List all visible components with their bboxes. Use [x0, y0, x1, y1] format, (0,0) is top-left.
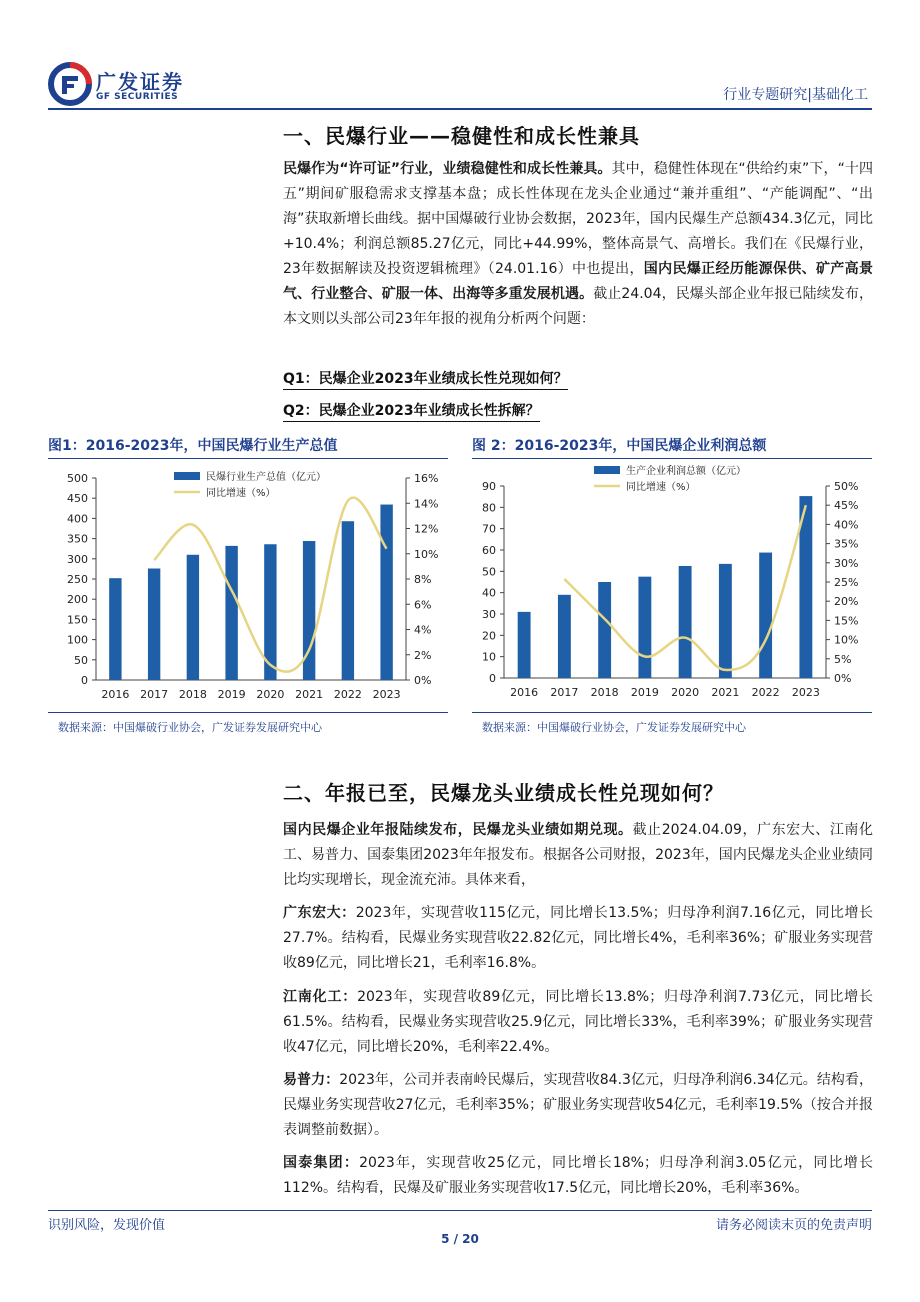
y-tick-label-left: 200: [67, 593, 88, 607]
bar-2020: [679, 566, 692, 678]
y-tick-label-right: 5%: [834, 652, 852, 666]
bar-2022: [759, 553, 772, 678]
x-tick-label: 2022: [333, 688, 362, 701]
bar-2021: [719, 564, 732, 678]
x-tick-label: 2018: [590, 686, 619, 699]
logo-text-en: GF SECURITIES: [96, 92, 179, 102]
company-name: 国泰集团：: [283, 1155, 360, 1171]
y-tick-label-left: 400: [67, 512, 88, 526]
y-tick-label-left: 70: [482, 522, 496, 536]
section1-lead-bold: 民爆作为“许可证”行业，业绩稳健性和成长性兼具。: [283, 161, 612, 177]
y-tick-label-right: 45%: [834, 499, 859, 513]
section2-intro: [283, 818, 873, 893]
x-tick-label: 2018: [178, 688, 207, 701]
y-tick-label-left: 20: [482, 629, 496, 643]
x-tick-label: 2021: [295, 688, 324, 701]
company-name: 广东宏大：: [283, 905, 356, 921]
x-tick-label: 2021: [711, 686, 740, 699]
y-tick-label-right: 10%: [414, 547, 439, 561]
footer-divider: [48, 1210, 872, 1211]
figure1-top-rule: [48, 458, 448, 459]
legend-bar-swatch: [594, 466, 620, 474]
y-tick-label-right: 0%: [414, 674, 432, 687]
y-tick-label-left: 0: [81, 674, 88, 687]
y-tick-label-left: 40: [482, 586, 496, 600]
logo-text-cn: 广发证券: [96, 70, 184, 94]
x-tick-label: 2017: [550, 686, 579, 699]
y-tick-label-right: 6%: [414, 598, 432, 612]
y-tick-label-right: 0%: [834, 672, 852, 685]
figure1-source: 数据来源：中国爆破行业协会，广发证券发展研究中心: [58, 721, 322, 734]
y-tick-label-left: 10: [482, 650, 496, 664]
y-tick-label-left: 300: [67, 552, 88, 566]
section1-title: 一、民爆行业——稳健性和成长性兼具: [283, 124, 640, 148]
question-1: Q1：民爆企业2023年业绩成长性兑现如何？: [283, 369, 568, 390]
chart1-svg: [48, 462, 450, 708]
y-tick-label-right: 4%: [414, 623, 432, 637]
figure1-title: 图1：2016-2023年，中国民爆行业生产总值: [48, 438, 338, 454]
bar-2016: [518, 612, 531, 678]
company-guangdong-hongda: [283, 901, 873, 976]
y-tick-label-left: 60: [482, 544, 496, 557]
y-tick-label-right: 35%: [834, 537, 859, 551]
company-text: 2023年，实现营收89亿元，同比增长13.8%；归母净利润7.73亿元，同比增长61.5%。结构看，民爆业务实现营收25.9亿元，同比增长33%，毛利率39%；矿服业务实现营收47亿元，同比增长20%，毛利率22.4%。: [283, 989, 873, 1055]
y-tick-label-left: 450: [67, 492, 88, 506]
bar-2017: [558, 595, 571, 678]
legend-bar-label: 民爆行业生产总值（亿元）: [206, 472, 326, 483]
figure2-top-rule: [472, 458, 872, 459]
y-tick-label-left: 150: [67, 613, 88, 627]
section2-title: 二、年报已至，民爆龙头业绩成长性兑现如何？: [283, 781, 724, 805]
y-tick-label-right: 25%: [834, 576, 859, 589]
y-tick-label-left: 250: [67, 573, 88, 586]
legend-bar-label: 生产企业利润总额（亿元）: [626, 466, 746, 477]
figure2-title: 图 2：2016-2023年，中国民爆企业利润总额: [472, 438, 767, 454]
y-tick-label-right: 2%: [414, 648, 432, 662]
page-number: 5 / 20: [441, 1232, 479, 1246]
figure1-bottom-rule: [48, 712, 448, 713]
x-tick-label: 2016: [101, 688, 130, 701]
y-tick-label-left: 0: [489, 672, 496, 685]
y-tick-label-left: 500: [67, 472, 88, 485]
x-tick-label: 2017: [140, 688, 169, 701]
bar-2019: [225, 546, 237, 680]
x-tick-label: 2023: [372, 688, 401, 701]
y-tick-label-left: 50: [482, 565, 496, 579]
y-tick-label-right: 30%: [834, 556, 859, 570]
y-tick-label-right: 12%: [414, 522, 439, 536]
section2-intro-bold: 国内民爆企业年报陆续发布，民爆龙头业绩如期兑现。: [283, 822, 633, 838]
x-tick-label: 2019: [217, 688, 246, 701]
company-yipuli: [283, 1068, 873, 1143]
x-tick-label: 2016: [510, 686, 539, 699]
bar-2017: [148, 568, 160, 680]
company-name: 江南化工：: [283, 989, 358, 1005]
company-jiangnan-chemical: [283, 985, 873, 1060]
figure2-bottom-rule: [472, 712, 872, 713]
bar-2019: [638, 577, 651, 678]
y-tick-label-right: 15%: [834, 614, 859, 628]
bar-2018: [598, 582, 611, 678]
bar-2023: [380, 505, 392, 680]
section1-text-a: 其中，稳健性体现在“供给约束”下，“十四五”期间矿服稳需求支撑基本盘；成长性体现在龙头企业通过“兼并重组”、“产能调配”、“出海”获取新增长曲线。据中国爆破行业协会数据，2023年，国内民爆生产总额434.3亿元，同比+10.4%；利润总额85.27亿元，同比+44.99%，整体高景气、高增长。我们在《民爆行业，23年数据解读及投资逻辑梳理》（24.01.16）中也提出，: [283, 161, 873, 277]
y-tick-label-left: 100: [67, 633, 88, 647]
x-tick-label: 2022: [751, 686, 780, 699]
y-tick-label-left: 80: [482, 501, 496, 515]
section1-mid-bold: 国内民爆正经历能源保供、矿产高景气、行业整合、矿服一体、出海等多重发展机遇。: [283, 261, 873, 302]
y-tick-label-left: 350: [67, 532, 88, 546]
company-text: 2023年，公司并表南岭民爆后，实现营收84.3亿元，归母净利润6.34亿元。结构看，民爆业务实现营收27亿元，毛利率35%；矿服业务实现营收54亿元，毛利率19.5%（按合并报表调整前数据）。: [283, 1072, 873, 1138]
legend-line-label: 同比增速（%）: [626, 482, 696, 493]
legend-bar-swatch: [174, 472, 200, 480]
bar-2018: [187, 555, 199, 680]
report-category: 行业专题研究|基础化工: [723, 87, 868, 103]
x-tick-label: 2019: [630, 686, 659, 699]
x-tick-label: 2020: [671, 686, 700, 699]
section1-text-b: 截止24.04，民爆头部企业年报已陆续发布，本文则以头部公司23年年报的视角分析两个问题：: [283, 286, 874, 327]
company-text: 2023年，实现营收25亿元，同比增长18%；归母净利润3.05亿元，同比增长112%。结构看，民爆及矿服业务实现营收17.5亿元，同比增长20%，毛利率36%。: [283, 1155, 874, 1196]
company-name: 易普力：: [283, 1072, 340, 1088]
x-tick-label: 2023: [791, 686, 820, 699]
y-tick-label-left: 50: [74, 653, 88, 667]
company-text: 2023年，实现营收115亿元，同比增长13.5%；归母净利润7.16亿元，同比增长27.7%。结构看，民爆业务实现营收22.82亿元，同比增长4%，毛利率36%；矿服业务实现营收89亿元，同比增长21，毛利率16.8%。: [283, 905, 874, 971]
y-tick-label-right: 16%: [414, 472, 439, 485]
footer-slogan: 识别风险，发现价值: [48, 1218, 166, 1233]
y-tick-label-left: 30: [482, 608, 496, 621]
y-tick-label-right: 40%: [834, 518, 859, 532]
footer-disclaimer: 请务必阅读末页的免责声明: [715, 1218, 872, 1233]
y-tick-label-right: 50%: [834, 480, 859, 493]
section1-paragraph: [283, 157, 873, 332]
legend-line-label: 同比增速（%）: [206, 488, 276, 499]
page-header: [48, 60, 872, 110]
y-tick-label-right: 8%: [414, 573, 432, 586]
gf-logo-icon: [48, 62, 92, 106]
bar-2022: [342, 521, 354, 680]
y-tick-label-right: 14%: [414, 497, 439, 511]
y-tick-label-right: 10%: [834, 633, 859, 647]
company-guotai-group: [283, 1151, 873, 1201]
bar-2016: [109, 578, 121, 680]
x-tick-label: 2020: [256, 688, 285, 701]
header-divider: [48, 108, 872, 110]
question-2: Q2：民爆企业2023年业绩成长性拆解？: [283, 401, 540, 422]
y-tick-label-left: 90: [482, 480, 496, 493]
figure2-source: 数据来源：中国爆破行业协会，广发证券发展研究中心: [482, 721, 746, 734]
chart2-svg: [472, 462, 874, 708]
y-tick-label-right: 20%: [834, 595, 859, 609]
gf-logo: [48, 62, 198, 108]
section2-intro-text: 截止2024.04.09，广东宏大、江南化工、易普力、国泰集团2023年年报发布。根据各公司财报，2023年，国内民爆龙头企业业绩同比均实现增长，现金流充沛。具体来看，: [283, 822, 873, 888]
